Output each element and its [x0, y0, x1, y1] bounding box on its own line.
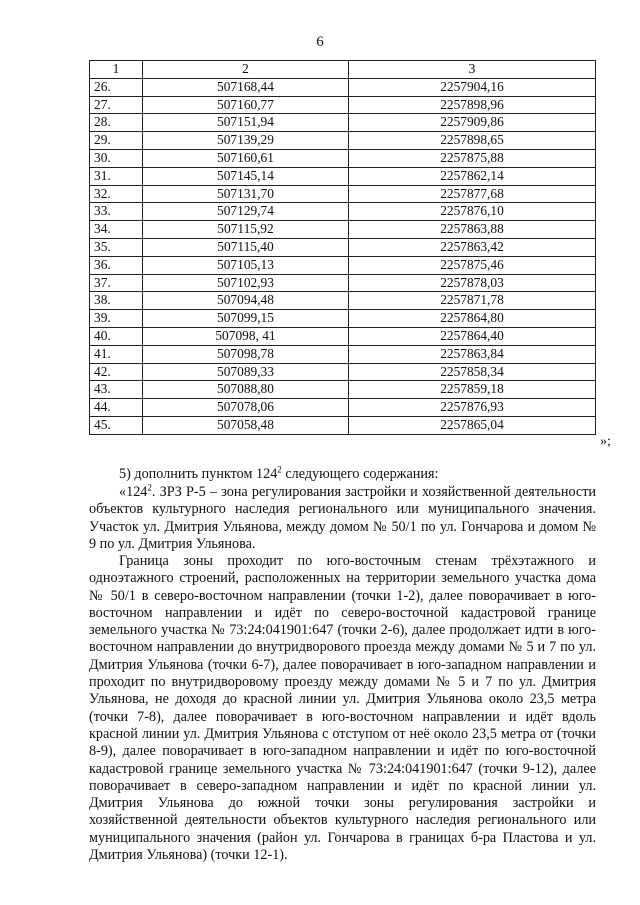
point-number: 26.	[90, 78, 143, 96]
table-row	[90, 381, 596, 399]
table-row	[90, 327, 596, 345]
table-row	[90, 399, 596, 417]
table-row	[90, 114, 596, 132]
point-number: 41.	[90, 345, 143, 363]
table-row	[90, 256, 596, 274]
item-superscript: 2	[147, 482, 152, 493]
coord-x: 507160,77	[143, 96, 349, 114]
header-point: 1	[90, 61, 143, 79]
intro-before: 5) дополнить пунктом 124	[119, 466, 278, 482]
point-number: 40.	[90, 327, 143, 345]
coord-x: 507115,40	[143, 238, 349, 256]
point-number: 32.	[90, 185, 143, 203]
table-row	[90, 310, 596, 328]
point-number: 37.	[90, 274, 143, 292]
table-header-row	[90, 61, 596, 79]
coord-x: 507168,44	[143, 78, 349, 96]
coord-y: 2257864,40	[349, 327, 596, 345]
coord-y: 2257864,80	[349, 310, 596, 328]
coord-y: 2257859,18	[349, 381, 596, 399]
table-row	[90, 149, 596, 167]
coord-y: 2257878,03	[349, 274, 596, 292]
table-row	[90, 132, 596, 150]
point-number: 42.	[90, 363, 143, 381]
coord-x: 507129,74	[143, 203, 349, 221]
table-row	[90, 363, 596, 381]
coord-y: 2257863,84	[349, 345, 596, 363]
point-number: 39.	[90, 310, 143, 328]
table-row	[90, 274, 596, 292]
point-number: 30.	[90, 149, 143, 167]
coord-x: 507151,94	[143, 114, 349, 132]
amendment-intro	[89, 466, 596, 483]
point-number: 44.	[90, 399, 143, 417]
intro-after: следующего содержания:	[281, 466, 439, 482]
coord-x: 507089,33	[143, 363, 349, 381]
header-x: 2	[143, 61, 349, 79]
coord-x: 507098, 41	[143, 327, 349, 345]
coord-x: 507105,13	[143, 256, 349, 274]
coordinates-table	[89, 60, 596, 435]
coord-x: 507098,78	[143, 345, 349, 363]
point-number: 38.	[90, 292, 143, 310]
table-row	[90, 292, 596, 310]
table-row	[90, 416, 596, 434]
coord-y: 2257875,46	[349, 256, 596, 274]
header-y: 3	[349, 61, 596, 79]
coord-x: 507115,92	[143, 221, 349, 239]
point-number: 31.	[90, 167, 143, 185]
table-row	[90, 238, 596, 256]
coord-x: 507131,70	[143, 185, 349, 203]
coord-y: 2257904,16	[349, 78, 596, 96]
coord-y: 2257876,93	[349, 399, 596, 417]
table-row	[90, 78, 596, 96]
coord-x: 507099,15	[143, 310, 349, 328]
coord-y: 2257898,65	[349, 132, 596, 150]
table-row	[90, 221, 596, 239]
coord-x: 507145,14	[143, 167, 349, 185]
point-number: 27.	[90, 96, 143, 114]
intro-superscript: 2	[277, 464, 282, 475]
table-row	[90, 345, 596, 363]
point-number: 45.	[90, 416, 143, 434]
coord-x: 507094,48	[143, 292, 349, 310]
zone-boundary-paragraph: Граница зоны проходит по юго-восточным стенам трёхэтажного и одноэтажного строений, расположенных на территории земельного участка дома № 50/1 в северо-восточном направлении (точки 1-2), далее поворачивает в юго-восточном направлении и идёт по северо-восточной кадастровой границе земельного участка № 73:24:041901:647 (точки 2-6), далее продолжает идти в юго-восточном направлении до внутридворового проезда между домами № 5 и 7 по ул. Дмитрия Ульянова (точки 6-7), далее поворачивает в юго-западном направлении и проходит по внутридворовому проезду между домами № 5 и 7 по ул. Дмитрия Ульянова, не доходя до красной линии ул. Дмитрия Ульянова около 23,5 метра (точки 7-8), далее поворачивает в юго-восточном направлении и идёт вдоль красной линии ул. Дмитрия Ульянова с отступом от неё около 23,5 метра от (точки 8-9), далее поворачивает в юго-западном направлении и идёт по юго-восточной кадастровой границе земельного участка № 73:24:041901:647 (точки 9-12), далее поворачивает в северо-западном направлении и идёт по красной линии ул. Дмитрия Ульянова до южной точки зоны регулирования застройки и хозяйственной деятельности объектов культурного наследия регионального или муниципального значения (район ул. Гончарова в границах б-ра Пластова и ул. Дмитрия Ульянова) (точки 12-1).	[89, 553, 596, 864]
table-row	[90, 96, 596, 114]
zone-title-text: . ЗРЗ Р-5 – зона регулирования застройки и хозяйственной деятельности объектов культурного наследия регионального или муниципального значения. Участок ул. Дмитрия Ульянова, между домом № 50/1 по ул. Гончарова и домом № 9 по ул. Дмитрия Ульянова.	[89, 484, 596, 552]
coord-y: 2257875,88	[349, 149, 596, 167]
coord-y: 2257871,78	[349, 292, 596, 310]
table-row	[90, 203, 596, 221]
coord-x: 507102,93	[143, 274, 349, 292]
coord-x: 507058,48	[143, 416, 349, 434]
table-row	[90, 167, 596, 185]
coord-x: 507088,80	[143, 381, 349, 399]
coord-y: 2257876,10	[349, 203, 596, 221]
point-number: 36.	[90, 256, 143, 274]
item-number: «124	[119, 484, 148, 500]
coord-x: 507078,06	[143, 399, 349, 417]
point-number: 33.	[90, 203, 143, 221]
coord-x: 507160,61	[143, 149, 349, 167]
coord-y: 2257865,04	[349, 416, 596, 434]
coord-y: 2257863,42	[349, 238, 596, 256]
coord-y: 2257858,34	[349, 363, 596, 381]
zone-title-paragraph	[89, 484, 596, 553]
page-number: 6	[316, 34, 324, 50]
table-row	[90, 185, 596, 203]
coord-y: 2257862,14	[349, 167, 596, 185]
coord-y: 2257877,68	[349, 185, 596, 203]
point-number: 43.	[90, 381, 143, 399]
point-number: 28.	[90, 114, 143, 132]
point-number: 34.	[90, 221, 143, 239]
coord-y: 2257909,86	[349, 114, 596, 132]
point-number: 29.	[90, 132, 143, 150]
coord-y: 2257898,96	[349, 96, 596, 114]
point-number: 35.	[90, 238, 143, 256]
coord-y: 2257863,88	[349, 221, 596, 239]
coord-x: 507139,29	[143, 132, 349, 150]
table-closing-quote: »;	[600, 434, 611, 449]
